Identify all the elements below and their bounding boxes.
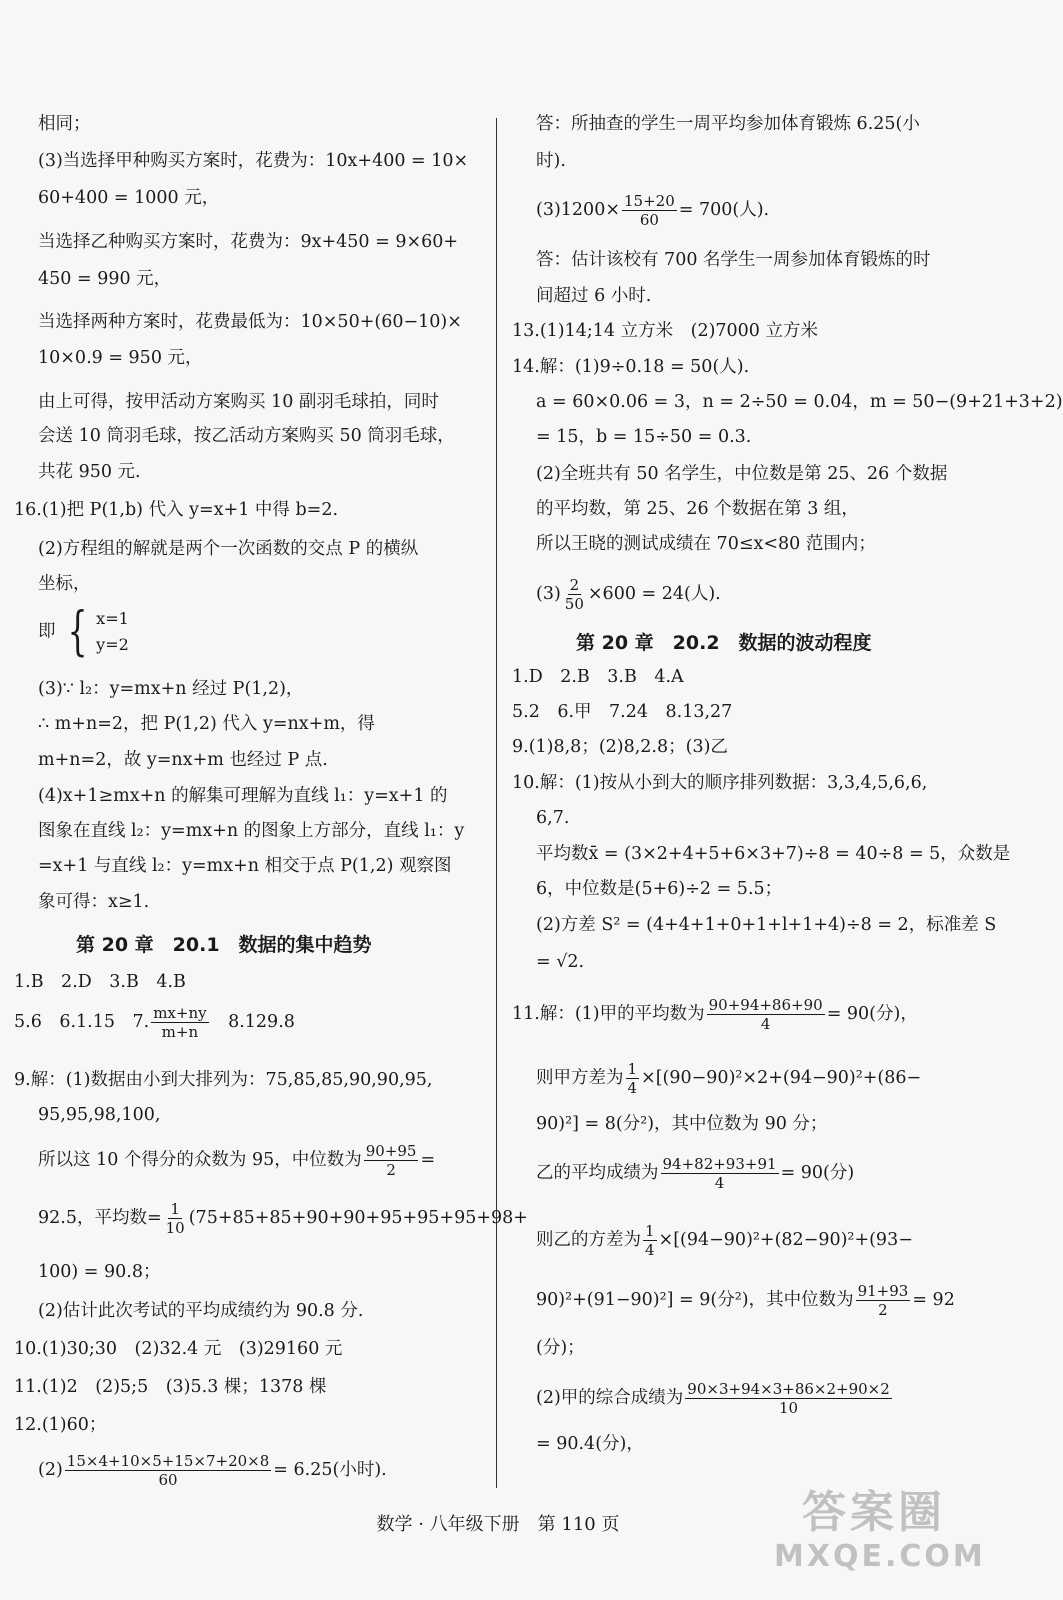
column-divider: [496, 118, 497, 1488]
page-footer: 数学 · 八年级下册 第 110 页: [376, 1514, 620, 1535]
text-line: 当选择乙种购买方案时，花费为：9x+450 = 9×60+: [38, 232, 459, 252]
fraction: [661, 1155, 779, 1192]
fraction: [626, 1060, 640, 1097]
text-line: (2)方差 S² = (4+4+1+0+1+l+1+4)÷8 = 2，标准差 S: [536, 915, 997, 935]
text-line: 的平均数，第 25、26 个数据在第 3 组，: [536, 499, 859, 519]
fraction-denominator: 60: [639, 211, 659, 229]
fraction-numerator: 1: [170, 1200, 180, 1218]
fraction: [563, 576, 586, 613]
text-line: 9.解：(1)数据由小到大排列为：75,85,85,90,90,95,: [14, 1070, 433, 1090]
text-line: 60+400 = 1000 元，: [38, 188, 220, 208]
text-span: 即: [38, 621, 56, 642]
text-line: 10.解：(1)按从小到大的顺序排列数据：3,3,4,5,6,6,: [512, 773, 928, 793]
fraction-numerator: 90+95: [365, 1142, 417, 1160]
text-span: 乙的平均成绩为: [536, 1163, 659, 1183]
watermark-text-bottom: MXQE.COM: [774, 1539, 986, 1574]
text-line: (2)全班共有 50 名学生，中位数是第 25、26 个数据: [536, 464, 948, 484]
text-line: [512, 1282, 955, 1319]
fraction-numerator: 1: [627, 1060, 638, 1078]
text-span: =: [420, 1150, 436, 1170]
text-line: 100) = 90.8；: [38, 1262, 161, 1282]
text-line: (4)x+1≥mx+n 的解集可理解为直线 l₁：y=x+1 的: [38, 786, 448, 806]
fraction-denominator: 2: [386, 1161, 396, 1179]
text-line: 象可得：x≥1.: [38, 892, 150, 912]
fraction-numerator: mx+ny: [153, 1004, 207, 1022]
fraction-numerator: 1: [645, 1222, 655, 1240]
text-span: 8.129.8: [210, 1012, 295, 1032]
text-line: =x+1 与直线 l₂：y=mx+n 相交于点 P(1,2) 观察图: [38, 856, 452, 876]
fraction: [164, 1200, 187, 1237]
text-span: 所以这 10 个得分的众数为 95，中位数为: [38, 1150, 362, 1170]
text-line: 答：所抽查的学生一周平均参加体育锻炼 6.25(小: [536, 114, 920, 134]
text-line: 当选择两种方案时，花费最低为：10×50+(60−10)×: [38, 312, 462, 332]
fraction-numerator: 91+93: [857, 1282, 909, 1300]
text-line: (分)；: [536, 1338, 585, 1358]
text-line: 5.2 6.甲 7.24 8.13,27: [512, 702, 733, 722]
text-line: 共花 950 元.: [38, 462, 141, 482]
text-line: (2)方程组的解就是两个一次函数的交点 P 的横纵: [38, 539, 419, 559]
fraction-denominator: 50: [564, 595, 584, 613]
text-line: 9.(1)8,8；(2)8,2.8；(3)乙: [512, 737, 728, 757]
fraction-denominator: 4: [627, 1079, 638, 1097]
text-line: = 15，b = 15÷50 = 0.3.: [536, 427, 752, 447]
text-span: = 90(分): [780, 1163, 855, 1183]
text-line: m+n=2，故 y=nx+m 也经过 P 点.: [38, 750, 328, 770]
fraction-numerator: 15×4+10×5+15×7+20×8: [66, 1452, 270, 1470]
text-span: 则乙的方差为: [536, 1230, 641, 1250]
text-line: a = 60×0.06 = 3，n = 2÷50 = 0.04，m = 50−(9+21+3+2): [536, 392, 1063, 412]
fraction: [151, 1004, 208, 1041]
text-span: 11.解：(1)甲的平均数为: [512, 1004, 705, 1024]
text-line: 13.(1)14;14 立方米 (2)7000 立方米: [512, 321, 819, 341]
fraction-numerator: 2: [569, 576, 580, 594]
text-line: 图象在直线 l₂：y=mx+n 的图象上方部分，直线 l₁：y: [38, 821, 465, 841]
text-line: 时).: [536, 151, 566, 171]
text-line: [14, 1452, 387, 1489]
watermark-logo: [774, 1486, 986, 1586]
text-span: 则甲方差为: [536, 1068, 624, 1088]
text-line: = 90.4(分)，: [536, 1434, 644, 1454]
fraction: [643, 1222, 657, 1259]
text-span: ×[(90−90)²×2+(94−90)²+(86−: [641, 1068, 922, 1088]
text-line: [512, 1222, 913, 1259]
text-line: 所以王晓的测试成绩在 70≤x<80 范围内；: [536, 534, 876, 554]
text-line: [512, 576, 721, 613]
fraction: [65, 1452, 272, 1489]
fraction-denominator: 60: [158, 1471, 178, 1489]
fraction-numerator: 94+82+93+91: [662, 1155, 777, 1173]
text-line: [512, 192, 769, 229]
text-span: 92.5，平均数=: [38, 1208, 162, 1228]
fraction-denominator: 10: [165, 1219, 185, 1237]
text-line: 14.解：(1)9÷0.18 = 50(人).: [512, 357, 750, 377]
text-line: 相同；: [38, 114, 91, 134]
text-line: [14, 1142, 435, 1179]
text-line: 由上可得，按甲活动方案购买 10 副羽毛球拍，同时: [38, 392, 439, 412]
text-span: 90)²+(91−90)²] = 9(分²)，其中位数为: [536, 1290, 854, 1310]
text-line: 11.(1)2 (2)5;5 (3)5.3 棵；1378 棵: [14, 1377, 327, 1397]
text-span: (3): [536, 584, 561, 604]
fraction-numerator: 15+20: [624, 192, 675, 210]
text-span: ×600 = 24(人).: [587, 584, 721, 604]
text-line: 6,7.: [536, 808, 570, 828]
text-line: (3)当选择甲种购买方案时，花费为：10x+400 = 10×: [38, 151, 469, 171]
section-heading: 第 20 章 20.1 数据的集中趋势: [76, 934, 372, 956]
text-span: (75+85+85+90+90+95+95+95+98+: [188, 1208, 528, 1228]
text-span: = 6.25(小时).: [273, 1460, 387, 1480]
text-line: 16.(1)把 P(1,b) 代入 y=x+1 中得 b=2.: [14, 500, 339, 520]
system-eq-1: x=1: [96, 609, 129, 628]
fraction: [856, 1282, 911, 1319]
fraction: [622, 192, 677, 229]
text-line: 450 = 990 元，: [38, 269, 172, 289]
text-line: 平均数x̄ = (3×2+4+5+6×3+7)÷8 = 40÷8 = 5，众数是: [536, 844, 1011, 864]
fraction-numerator: 90+94+86+90: [708, 996, 823, 1014]
text-line: 90)²] = 8(分²)，其中位数为 90 分；: [536, 1114, 828, 1134]
text-line: 10×0.9 = 950 元，: [38, 348, 203, 368]
text-line: [512, 1060, 921, 1097]
text-line: 10.(1)30;30 (2)32.4 元 (3)29160 元: [14, 1339, 343, 1359]
equation-system: [14, 602, 129, 662]
system-brace: [61, 602, 129, 662]
fraction: [707, 996, 825, 1033]
text-span: (3)1200×: [536, 200, 620, 220]
fraction-denominator: 4: [714, 1174, 725, 1192]
fraction-denominator: m+n: [161, 1023, 199, 1041]
text-line: (2)估计此次考试的平均成绩约为 90.8 分.: [38, 1301, 364, 1321]
text-span: (2)甲的综合成绩为: [536, 1388, 684, 1408]
text-span: ×[(94−90)²+(82−90)²+(93−: [658, 1230, 913, 1250]
text-line: [512, 1380, 894, 1417]
text-line: (3)∵ l₂：y=mx+n 经过 P(1,2)，: [38, 679, 304, 699]
text-line: [512, 996, 918, 1033]
fraction-denominator: 10: [779, 1399, 799, 1417]
text-line: 坐标，: [38, 574, 91, 594]
text-line: 会送 10 筒羽毛球，按乙活动方案购买 50 筒羽毛球，: [38, 426, 455, 446]
fraction-denominator: 2: [878, 1301, 888, 1319]
text-line: [14, 1004, 295, 1041]
text-line: = √2.: [536, 952, 585, 972]
fraction-denominator: 4: [645, 1241, 655, 1259]
text-span: 5.6 6.1.15 7.: [14, 1012, 150, 1032]
text-line: 12.(1)60；: [14, 1415, 107, 1435]
text-line: 答：估计该校有 700 名学生一周参加体育锻炼的时: [536, 250, 931, 270]
text-span: = 700(人).: [678, 200, 770, 220]
text-line: 1.D 2.B 3.B 4.A: [512, 667, 684, 687]
section-heading: 第 20 章 20.2 数据的波动程度: [576, 632, 872, 654]
fraction-denominator: 4: [760, 1015, 771, 1033]
fraction: [364, 1142, 419, 1179]
fraction-numerator: 90×3+94×3+86×2+90×2: [687, 1380, 890, 1398]
text-line: 间超过 6 小时.: [536, 286, 652, 306]
system-eq-2: y=2: [96, 635, 129, 654]
text-line: ∴ m+n=2，把 P(1,2) 代入 y=nx+m，得: [38, 714, 375, 734]
brace-icon: {: [67, 602, 88, 662]
watermark-text-top: 答案圈: [802, 1487, 946, 1538]
text-line: [512, 1155, 854, 1192]
fraction: [685, 1380, 892, 1417]
text-span: = 90(分)，: [826, 1004, 918, 1024]
text-span: (2): [38, 1460, 63, 1480]
text-line: 1.B 2.D 3.B 4.B: [14, 972, 186, 992]
text-line: [14, 1200, 528, 1237]
text-line: 6，中位数是(5+6)÷2 = 5.5；: [536, 879, 783, 899]
text-line: 95,95,98,100,: [38, 1105, 161, 1125]
text-span: = 92: [912, 1290, 955, 1310]
